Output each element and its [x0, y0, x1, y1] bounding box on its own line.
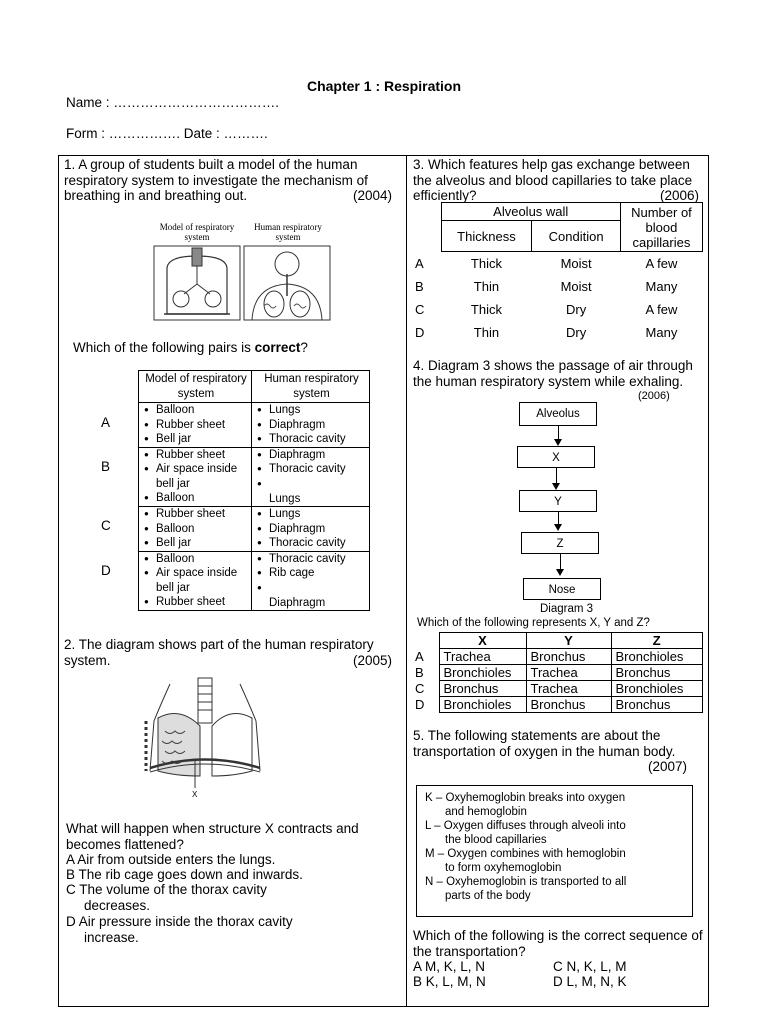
q1-row-b: ● Rubber sheet ● Air space inside bell jar ● Balloon ● Diaphragm ● Thoracic cavity ● Lungs	[139, 447, 370, 507]
q5-question: Which of the following is the correct sequence of the transportation?	[413, 928, 703, 959]
flow-arrow-4	[560, 554, 561, 570]
q1-row-a: ● Balloon ● Rubber sheet ● Bell jar ● Lungs ● Diaphragm ● Thoracic cavity	[139, 403, 370, 448]
q1-col-human: Human respiratory system	[252, 371, 370, 403]
q1-label-c: C	[101, 518, 111, 533]
flow-arrowhead-4	[556, 569, 564, 576]
q2-year: (2005)	[352, 652, 392, 668]
q1-caption-model: Model of respiratory system	[159, 222, 235, 242]
form-date-line: Form : ……………. Date : ……….	[66, 126, 268, 141]
q3-year: (2006)	[659, 188, 699, 203]
flow-box-nose: Nose	[523, 578, 601, 600]
q1-label-a: A	[101, 415, 111, 430]
q1-row-d: ● Balloon ● Air space inside bell jar ● Rubber sheet ● Thoracic cavity ● Rib cage ● Diaphragm	[139, 551, 370, 611]
thorax-diagram-image	[140, 676, 270, 801]
q2-x-label: X	[192, 790, 198, 799]
statement-k: K – Oxyhemoglobin breaks into oxygen and hemoglobin	[425, 792, 626, 818]
q5-option-a: A M, K, L, N	[413, 959, 486, 974]
q1-label-d: D	[101, 563, 111, 578]
flow-arrowhead-3	[554, 524, 562, 531]
flow-box-alveolus: Alveolus	[519, 402, 597, 426]
q4-row-b: B Bronchioles Trachea Bronchus	[413, 665, 703, 681]
flow-box-x: X	[517, 446, 595, 468]
q5-year: (2007)	[647, 759, 687, 774]
q5-text: 5. The following statements are about the transportation of oxygen in the human body. (2007)	[413, 728, 687, 774]
flow-box-y: Y	[519, 490, 597, 512]
q5-statements-box	[416, 785, 693, 917]
q3-options-table	[413, 202, 703, 344]
diagram-3-caption: Diagram 3	[540, 603, 594, 615]
statement-m: M – Oxygen combines with hemoglobin to form oxyhemoglobin	[425, 848, 626, 874]
q4-row-d: D Bronchioles Bronchus Bronchus	[413, 697, 703, 713]
q2-option-d: D Air pressure inside the thorax cavity increase.	[66, 914, 293, 945]
q3-row-c: C Thick Dry A few	[415, 301, 678, 317]
flow-arrow-1	[558, 426, 559, 440]
q5-option-d: D L, M, N, K	[553, 974, 627, 989]
q2-option-b: B The rib cage goes down and inwards.	[66, 867, 303, 882]
q4-year: (2006)	[638, 390, 670, 402]
q2-text: 2. The diagram shows part of the human respiratory system. (2005)	[64, 637, 392, 668]
statement-l: L – Oxygen diffuses through alveoli into the blood capillaries	[425, 820, 626, 846]
q1-model-illustration	[152, 222, 332, 322]
lungs-model-image	[152, 244, 332, 322]
q4-row-a: A Trachea Bronchus Bronchioles	[413, 649, 703, 665]
q3-row-a: A Thick Moist A few	[415, 255, 678, 271]
q1-question: Which of the following pairs is correct?	[73, 340, 308, 355]
q5-option-c: C N, K, L, M	[553, 959, 627, 974]
q1-year: (2004)	[352, 188, 392, 203]
flow-arrowhead-1	[554, 439, 562, 446]
statement-n: N – Oxyhemoglobin is transported to all parts of the body	[425, 876, 627, 902]
flow-box-z: Z	[521, 532, 599, 554]
flow-arrow-2	[556, 468, 557, 484]
page-title: Chapter 1 : Respiration	[306, 78, 462, 94]
name-line: Name : ……………………………….	[66, 95, 280, 110]
q2-option-a: A Air from outside enters the lungs.	[66, 852, 276, 867]
q3-col-condition: Condition	[532, 221, 621, 252]
q1-col-model: Model of respiratory system	[139, 371, 252, 403]
q3-text: 3. Which features help gas exchange between the alveolus and blood capillaries to take place efficiently? (2006)	[413, 157, 699, 203]
q3-col-thickness: Thickness	[441, 221, 532, 252]
q3-row-d: D Thin Dry Many	[415, 324, 678, 340]
q1-row-c: ● Rubber sheet ● Balloon ● Bell jar ● Lungs ● Diaphragm ● Thoracic cavity	[139, 507, 370, 552]
q4-options-table: X Y Z A Trachea Bronchus Bronchioles B Bronchioles Trachea Bronchus C Bronchus Trachea Bronchioles D Bronchioles Bronchus Bronchus	[413, 632, 703, 713]
q1-options-table	[100, 370, 370, 611]
q3-row-b: B Thin Moist Many	[415, 278, 678, 294]
q5-option-b: B K, L, M, N	[413, 974, 486, 989]
column-divider	[406, 155, 407, 1007]
q3-col-capillaries: Number of blood capillaries	[620, 203, 702, 252]
flow-arrowhead-2	[552, 483, 560, 490]
q2-question: What will happen when structure X contracts and becomes flattened?	[66, 821, 359, 852]
q3-group-header: Alveolus wall	[441, 203, 620, 221]
q1-label-b: B	[101, 459, 111, 474]
q2-option-c: C The volume of the thorax cavity decreases.	[66, 882, 267, 913]
q1-text: 1. A group of students built a model of the human respiratory system to investigate the mechanism of breathing in and breathing out. (2004)	[64, 157, 392, 203]
q4-question: Which of the following represents X, Y and Z?	[417, 617, 650, 629]
q4-row-c: C Bronchus Trachea Bronchioles	[413, 681, 703, 697]
q4-text: 4. Diagram 3 shows the passage of air through the human respiratory system while exhaling. (2006)	[413, 358, 703, 389]
q1-caption-human: Human respiratory system	[254, 222, 322, 242]
